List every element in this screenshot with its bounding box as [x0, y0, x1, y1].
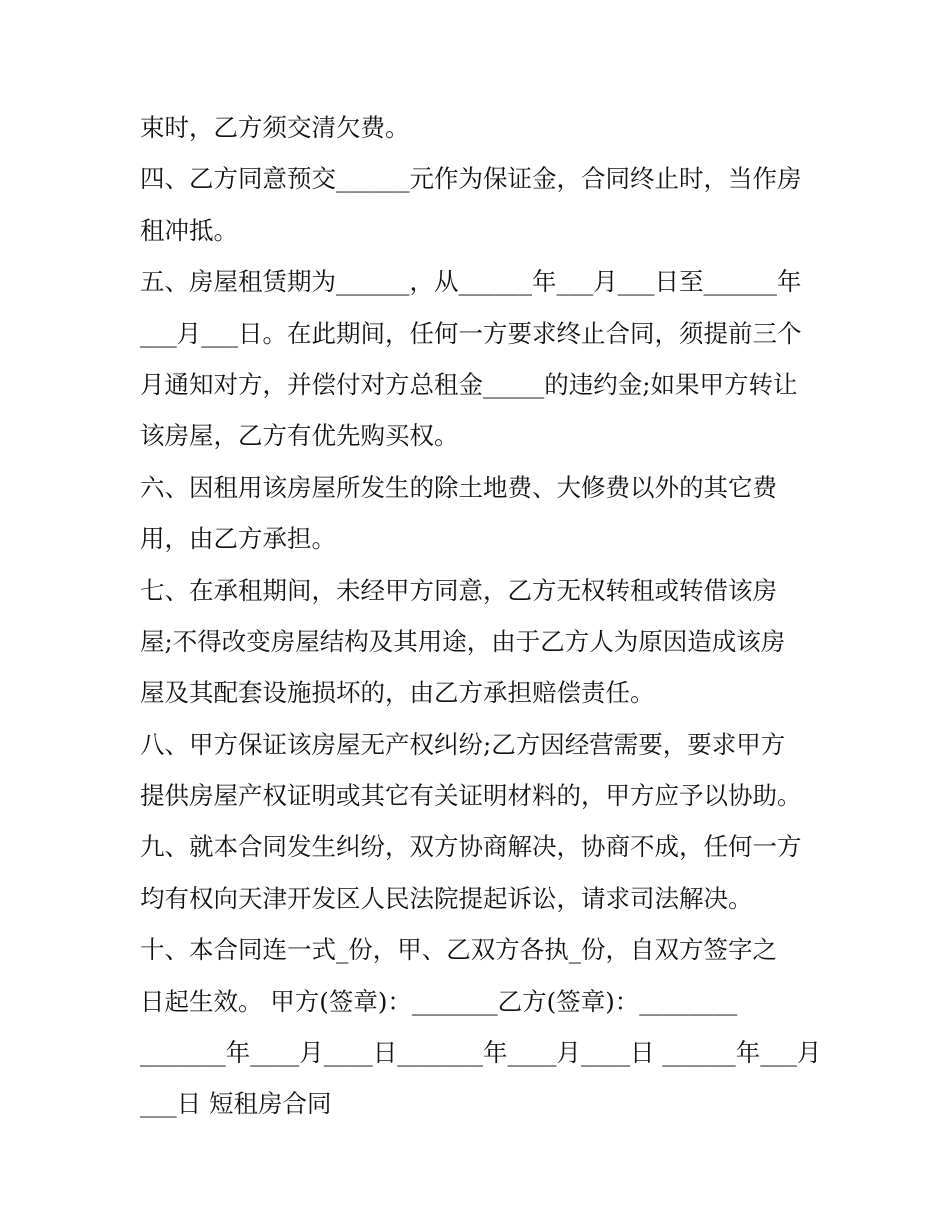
text-line: 该房屋，乙方有优先购买权。: [140, 421, 459, 451]
text-line: 租冲抵。: [140, 215, 238, 245]
contract-text: [140, 102, 820, 1130]
text-line: 月通知对方，并偿付对方总租金_____的违约金;如果甲方转让: [140, 369, 798, 399]
text-line: 屋及其配套设施损坏的，由乙方承担赔偿责任。: [140, 678, 655, 708]
text-line: 提供房屋产权证明或其它有关证明材料的，甲方应予以协助。: [140, 781, 802, 811]
text-line: 五、房屋租赁期为______，从______年___月___日至______年: [140, 267, 802, 297]
text-line: 日起生效。 甲方(签章)：_______乙方(签章)：________: [140, 986, 738, 1016]
text-line: 均有权向天津开发区人民法院提起诉讼，请求司法解决。: [140, 883, 753, 913]
text-line: 十、本合同连一式_份，甲、乙双方各执_份，自双方签字之: [140, 935, 777, 965]
text-line: 七、在承租期间，未经甲方同意，乙方无权转租或转借该房: [140, 575, 777, 605]
text-line: 四、乙方同意预交______元作为保证金，合同终止时，当作房: [140, 164, 802, 194]
text-line: 屋;不得改变房屋结构及其用途，由于乙方人为原因造成该房: [140, 626, 786, 656]
text-line: 六、因租用该房屋所发生的除土地费、大修费以外的其它费: [140, 472, 777, 502]
text-line: ___日 短租房合同: [140, 1089, 332, 1119]
text-line: 束时，乙方须交清欠费。: [140, 113, 410, 142]
text-line: ___月___日。在此期间，任何一方要求终止合同，须提前三个: [140, 318, 802, 348]
text-line: 用，由乙方承担。: [140, 524, 336, 554]
text-line: 九、就本合同发生纠纷，双方协商解决，协商不成，任何一方: [140, 832, 802, 862]
text-line: 八、甲方保证该房屋无产权纠纷;乙方因经营需要，要求甲方: [140, 729, 786, 759]
text-line: _______年____月____日_______年____月____日 ______年___月: [140, 1038, 822, 1068]
